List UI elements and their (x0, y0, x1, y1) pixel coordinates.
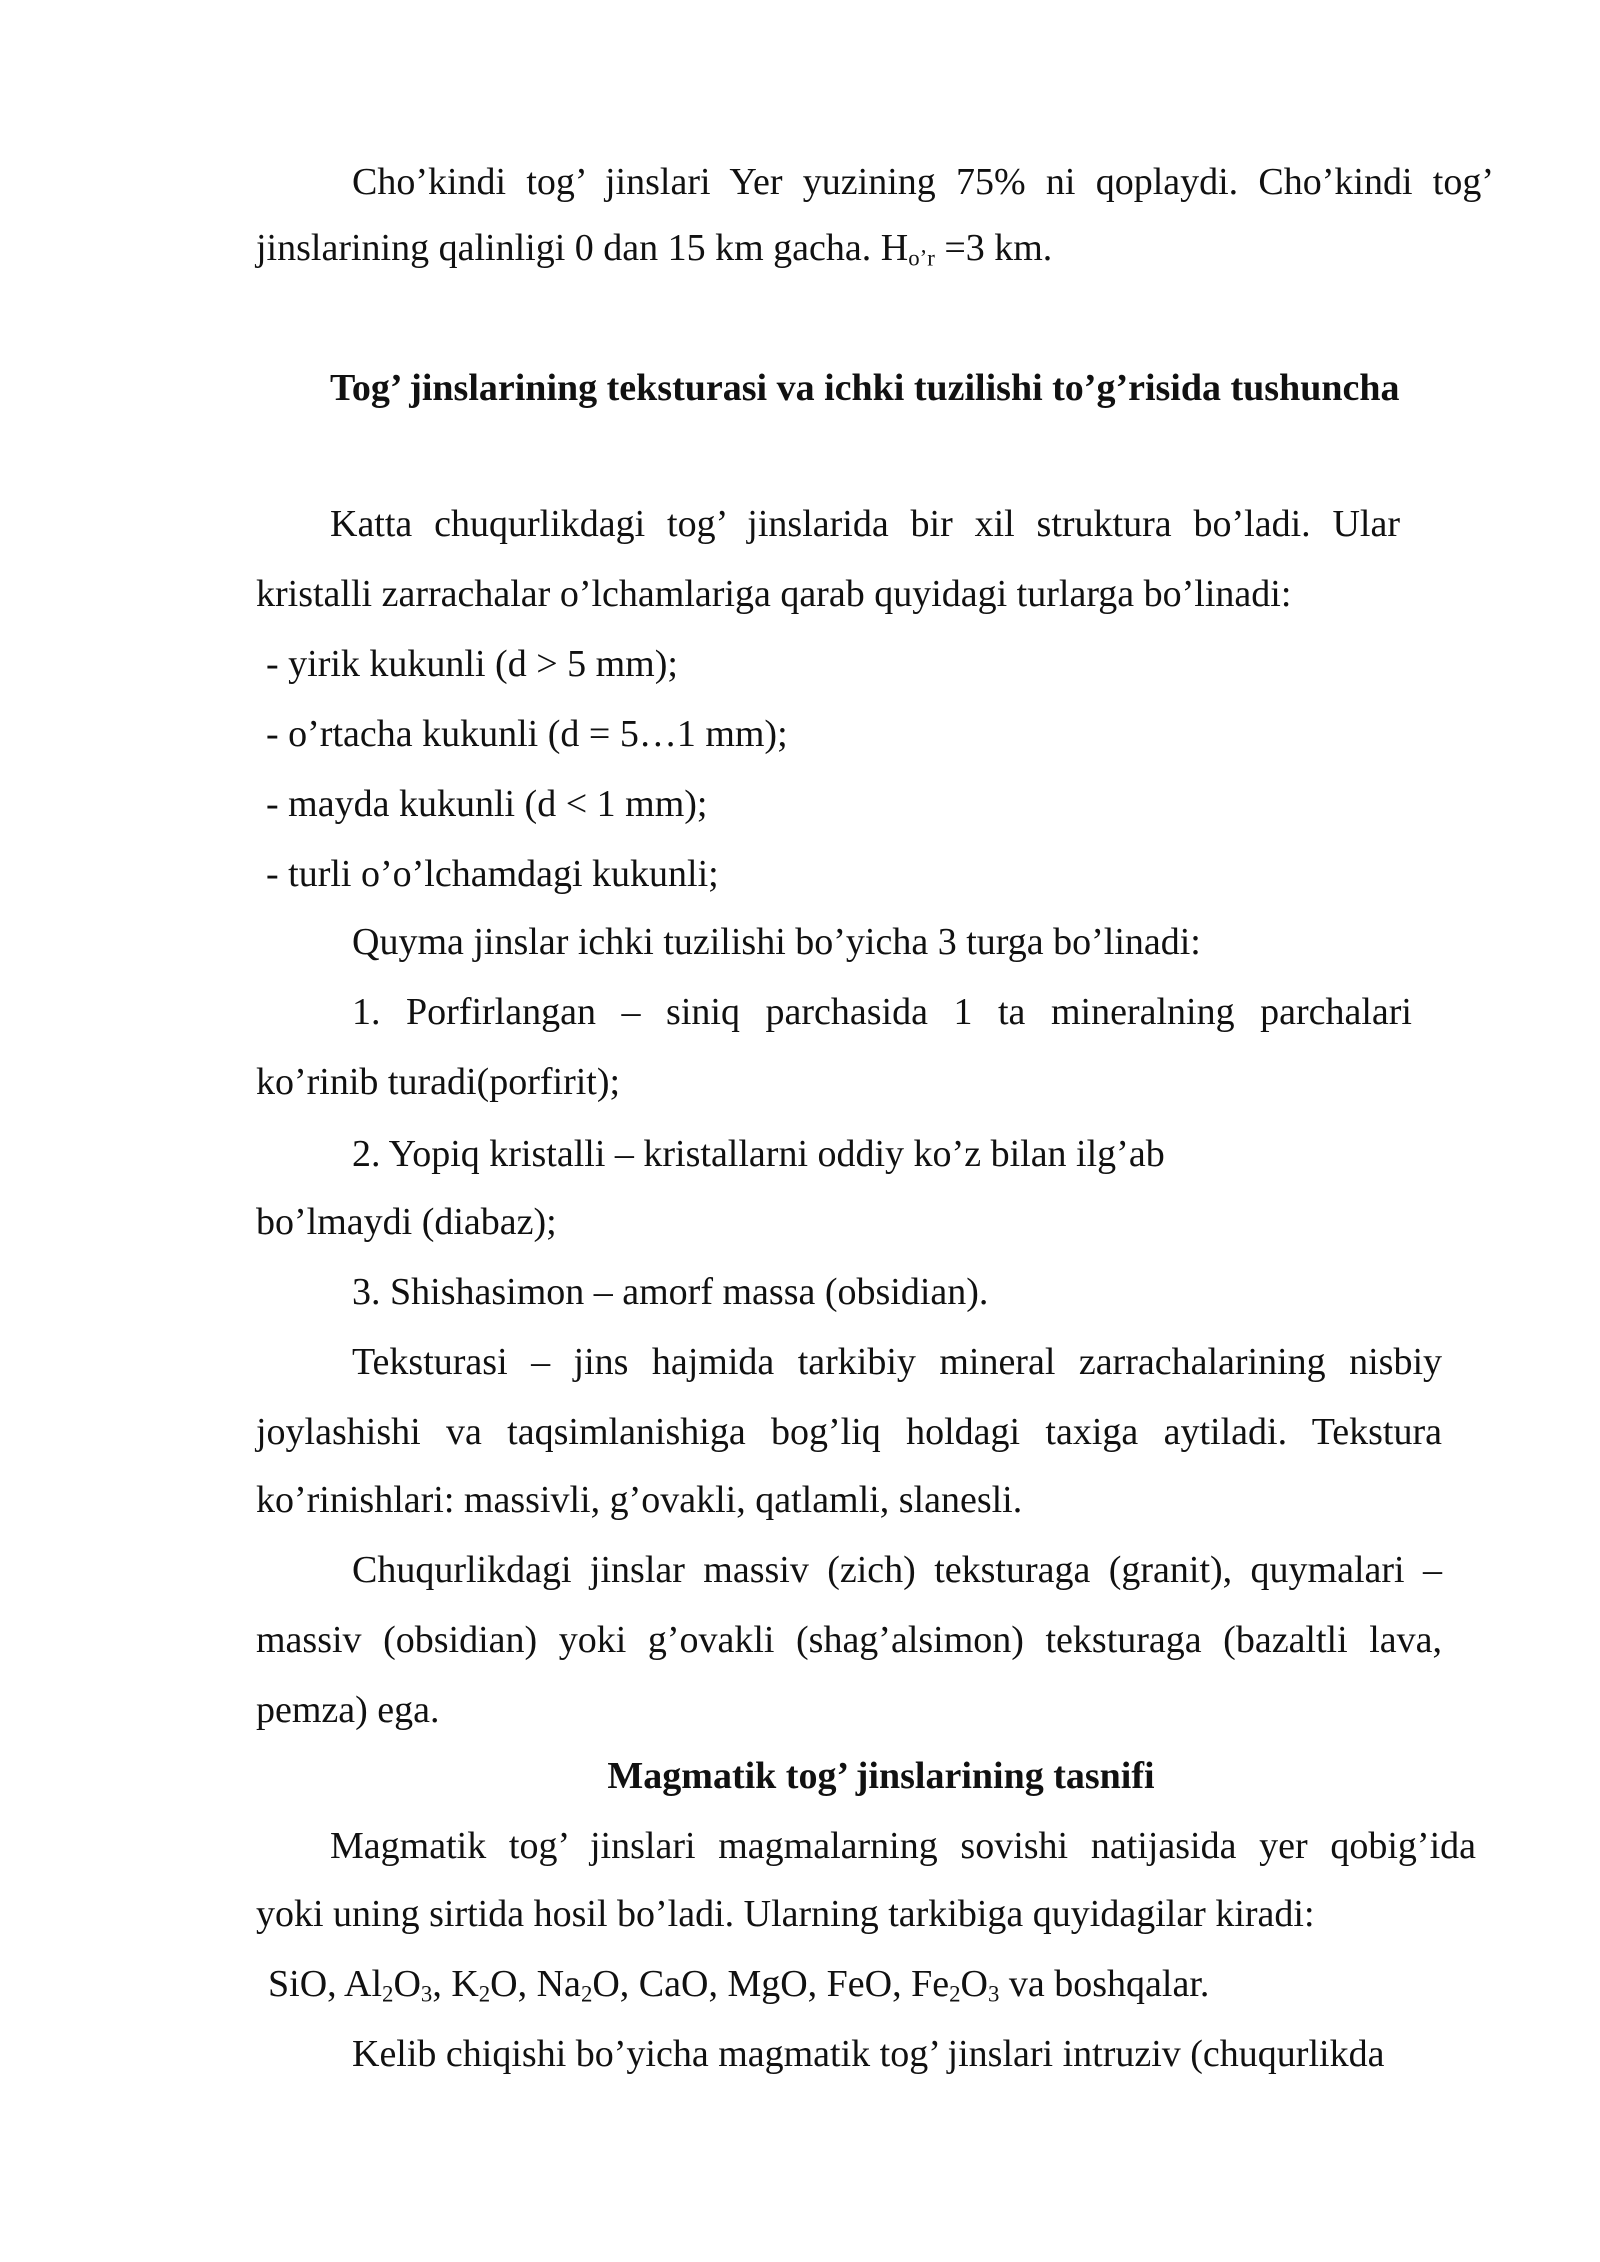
section-heading: Tog’ jinslarining teksturasi va ichki tuzilishi to’g’risida tushuncha (330, 367, 1400, 409)
section-heading: Magmatik tog’ jinslarining tasnifi (607, 1755, 1155, 1797)
list-item: - o’rtacha kukunli (d = 5…1 mm); (266, 713, 788, 755)
list-item: - mayda kukunli (d < 1 mm); (266, 783, 708, 825)
paragraph-line: Magmatik tog’ jinslari magmalarning sovishi natijasida yer qobig’ida (330, 1825, 1476, 1867)
paragraph-line: yoki uning sirtida hosil bo’ladi. Ularning tarkibiga quyidagilar kiradi: (256, 1893, 1315, 1935)
paragraph-line: jinslarining qalinligi 0 dan 15 km gacha. $H_{o’r} =3$ km. (256, 227, 1053, 271)
paragraph-line: Cho’kindi tog’ jinslari Yer yuzining 75% ni qoplaydi. Cho’kindi tog’ (352, 161, 1494, 203)
list-item: ko’rinib turadi(porfirit); (256, 1061, 621, 1103)
list-item: - yirik kukunli (d > 5 mm); (266, 643, 678, 685)
list-item: 3. Shishasimon – amorf massa (obsidian). (352, 1271, 989, 1313)
paragraph-line: Chuqurlikdagi jinslar massiv (zich) teksturaga (granit), quymalari – (352, 1549, 1442, 1591)
paragraph-line: Kelib chiqishi bo’yicha magmatik tog’ jinslari intruziv (chuqurlikda (352, 2033, 1385, 2075)
paragraph-line: massiv (obsidian) yoki g’ovakli (shag’alsimon) teksturaga (bazaltli lava, (256, 1619, 1442, 1661)
paragraph-line: joylashishi va taqsimlanishiga bog’liq holdagi taxiga aytiladi. Tekstura (256, 1411, 1442, 1453)
chemical-formula-line: SiO, $Al_2O_3$, $K_2O$, $Na_2O$, CaO, MgO, FeO, $Fe_2O_3$ va boshqalar. (268, 1963, 1210, 2007)
paragraph-line: ko’rinishlari: massivli, g’ovakli, qatlamli, slanesli. (256, 1479, 1023, 1521)
paragraph-line: Quyma jinslar ichki tuzilishi bo’yicha 3 turga bo’linadi: (352, 921, 1201, 963)
paragraph-line: Teksturasi – jins hajmida tarkibiy mineral zarrachalarining nisbiy (352, 1341, 1442, 1383)
list-item: - turli o’o’lchamdagi kukunli; (266, 853, 719, 895)
paragraph-line: pemza) ega. (256, 1689, 440, 1731)
paragraph-line: Katta chuqurlikdagi tog’ jinslarida bir xil struktura bo’ladi. Ular (330, 503, 1400, 545)
list-item: 2. Yopiq kristalli – kristallarni oddiy ko’z bilan ilg’ab (352, 1133, 1165, 1175)
list-item: bo’lmaydi (diabaz); (256, 1201, 557, 1243)
list-item: 1. Porfirlangan – siniq parchasida 1 ta mineralning parchalari (352, 991, 1412, 1033)
paragraph-line: kristalli zarrachalar o’lchamlariga qarab quyidagi turlarga bo’linadi: (256, 573, 1292, 615)
